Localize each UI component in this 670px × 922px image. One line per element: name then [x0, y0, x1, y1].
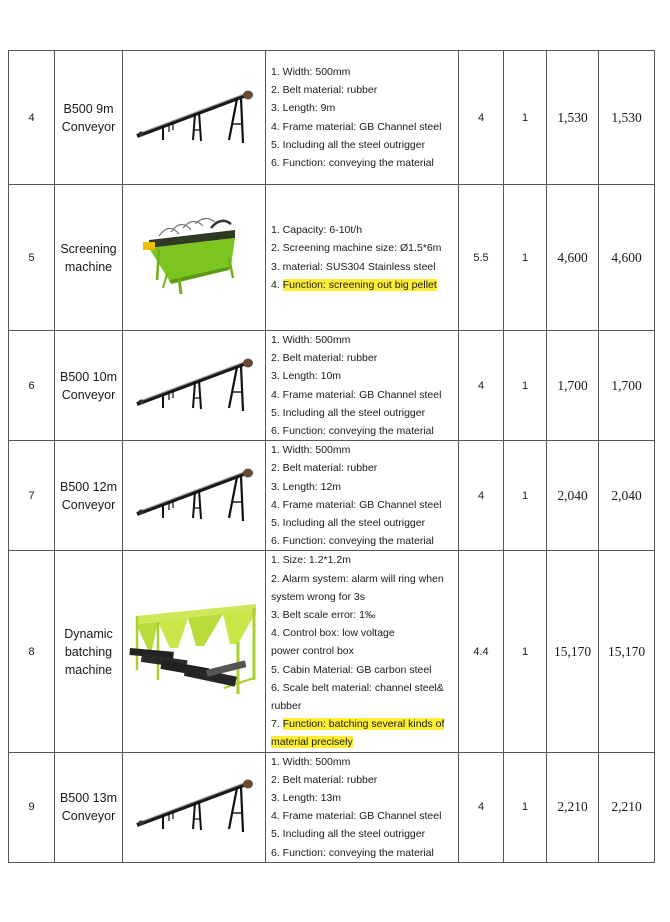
- equipment-name-line: B500 12m: [60, 479, 117, 494]
- spec-line: 2. Belt material: rubber: [271, 462, 378, 475]
- power-kw: 4: [459, 441, 504, 551]
- table-row: [9, 441, 655, 551]
- equipment-name-line: B500 10m: [60, 369, 117, 384]
- equipment-name-line: machine: [64, 662, 113, 677]
- spec-line: 6. Function: conveying the material: [271, 425, 434, 438]
- spec-line: 6. Function: conveying the material: [271, 535, 434, 548]
- quantity: 1: [504, 185, 547, 331]
- equipment-name: [55, 441, 123, 551]
- spec-line: 2. Belt material: rubber: [271, 352, 378, 365]
- equipment-name-line: machine: [64, 259, 113, 274]
- spec-prefix: 7.: [271, 718, 283, 731]
- spec-line: 5. Cabin Material: GB carbon steel: [271, 663, 432, 676]
- table-row: [9, 185, 655, 331]
- spec-line: 4. Control box: low voltage: [271, 627, 395, 640]
- quantity: 1: [504, 752, 547, 862]
- specifications: [266, 551, 459, 752]
- equipment-name: [55, 331, 123, 441]
- equipment-name-line: Dynamic: [64, 626, 113, 641]
- item-number: 8: [9, 551, 55, 752]
- unit-price: 2,040: [547, 441, 599, 551]
- specifications: [266, 752, 459, 862]
- total-price: 4,600: [599, 185, 655, 331]
- spec-line: 4. Frame material: GB Channel steel: [271, 498, 442, 511]
- quantity: 1: [504, 551, 547, 752]
- equipment-name-line: batching: [64, 644, 113, 659]
- spec-line: [271, 733, 458, 751]
- spec-line: 4. Frame material: GB Channel steel: [271, 388, 442, 401]
- spec-line: 3. Length: 10m: [271, 370, 342, 383]
- equipment-name-line: Conveyor: [61, 387, 116, 402]
- power-kw: 4: [459, 51, 504, 185]
- table-row: [9, 752, 655, 862]
- spec-line: 6. Function: conveying the material: [271, 846, 434, 859]
- equipment-name-line: B500 13m: [60, 791, 117, 806]
- spec-line: 1. Width: 500mm: [271, 65, 351, 78]
- specifications: [266, 441, 459, 551]
- equipment-name-line: Conveyor: [61, 119, 116, 134]
- spec-line: 4. Frame material: GB Channel steel: [271, 810, 442, 823]
- spec-prefix: 4.: [271, 278, 283, 291]
- spec-line: 5. Including all the steel outrigger: [271, 517, 426, 530]
- item-number: 5: [9, 185, 55, 331]
- batching-machine-image: [128, 602, 260, 702]
- spec-line: 3. Length: 12m: [271, 480, 342, 493]
- specifications: [266, 331, 459, 441]
- power-kw: 4.4: [459, 551, 504, 752]
- unit-price: 4,600: [547, 185, 599, 331]
- item-number: 6: [9, 331, 55, 441]
- equipment-photo: [123, 752, 266, 862]
- spec-line: 2. Belt material: rubber: [271, 84, 378, 97]
- table-row: [9, 331, 655, 441]
- item-number: 4: [9, 51, 55, 185]
- equipment-photo: [123, 331, 266, 441]
- spec-line: 5. Including all the steel outrigger: [271, 406, 426, 419]
- spec-line: rubber: [271, 700, 302, 713]
- spec-line: 1. Size: 1.2*1.2m: [271, 554, 351, 567]
- specifications: [266, 185, 459, 331]
- equipment-photo: [123, 441, 266, 551]
- equipment-photo: [123, 551, 266, 752]
- spec-line: 6. Scale belt material: channel steel&: [271, 681, 444, 694]
- spec-line: 1. Width: 500mm: [271, 444, 351, 457]
- quantity: 1: [504, 51, 547, 185]
- spec-line: 3. Length: 13m: [271, 792, 342, 805]
- quantity: 1: [504, 441, 547, 551]
- equipment-name: [55, 185, 123, 331]
- highlighted-text: Function: screening out big pellet: [282, 278, 437, 291]
- quantity: 1: [504, 331, 547, 441]
- equipment-name: [55, 51, 123, 185]
- spec-line: 3. Length: 9m: [271, 102, 336, 115]
- power-kw: 5.5: [459, 185, 504, 331]
- spec-line: 5. Including all the steel outrigger: [271, 138, 426, 151]
- table-row: [9, 551, 655, 752]
- belt-conveyor-image: [133, 356, 255, 416]
- total-price: 1,700: [599, 331, 655, 441]
- equipment-quotation-table: [8, 50, 655, 863]
- spec-line: 1. Width: 500mm: [271, 755, 351, 768]
- spec-line: 4. Frame material: GB Channel steel: [271, 120, 442, 133]
- unit-price: 2,210: [547, 752, 599, 862]
- highlighted-text: Function: batching several kinds of: [282, 718, 445, 731]
- equipment-name: [55, 752, 123, 862]
- equipment-photo: [123, 185, 266, 331]
- total-price: 15,170: [599, 551, 655, 752]
- equipment-name-line: B500 9m: [63, 101, 114, 116]
- spec-line: 2. Belt material: rubber: [271, 773, 378, 786]
- screening-machine-image: [139, 218, 249, 298]
- power-kw: 4: [459, 331, 504, 441]
- belt-conveyor-image: [133, 88, 255, 148]
- total-price: 2,210: [599, 752, 655, 862]
- spec-line: 3. Belt scale error: 1‰: [271, 609, 376, 622]
- equipment-name-line: Conveyor: [61, 809, 116, 824]
- belt-conveyor-image: [133, 466, 255, 526]
- unit-price: 1,530: [547, 51, 599, 185]
- spec-line: system wrong for 3s: [271, 590, 365, 603]
- spec-line: 1. Capacity: 6-10t/h: [271, 224, 363, 237]
- equipment-photo: [123, 51, 266, 185]
- table-row: [9, 51, 655, 185]
- spec-line: 3. material: SUS304 Stainless steel: [271, 260, 436, 273]
- unit-price: 15,170: [547, 551, 599, 752]
- item-number: 7: [9, 441, 55, 551]
- unit-price: 1,700: [547, 331, 599, 441]
- spec-line: 6. Function: conveying the material: [271, 156, 434, 169]
- specifications: [266, 51, 459, 185]
- power-kw: 4: [459, 752, 504, 862]
- spec-line: [271, 715, 458, 733]
- spec-line: 5. Including all the steel outrigger: [271, 828, 426, 841]
- equipment-name-line: Conveyor: [61, 497, 116, 512]
- item-number: 9: [9, 752, 55, 862]
- spec-line: 2. Alarm system: alarm will ring when: [271, 572, 444, 585]
- spec-line: 1. Width: 500mm: [271, 334, 351, 346]
- highlighted-text: material precisely: [271, 736, 353, 749]
- total-price: 1,530: [599, 51, 655, 185]
- total-price: 2,040: [599, 441, 655, 551]
- spec-line: [271, 276, 458, 294]
- belt-conveyor-image: [133, 777, 255, 837]
- equipment-name: [55, 551, 123, 752]
- spec-line: power control box: [271, 645, 354, 658]
- equipment-name-line: Screening: [60, 241, 117, 256]
- spec-line: 2. Screening machine size: Ø1.5*6m: [271, 242, 442, 255]
